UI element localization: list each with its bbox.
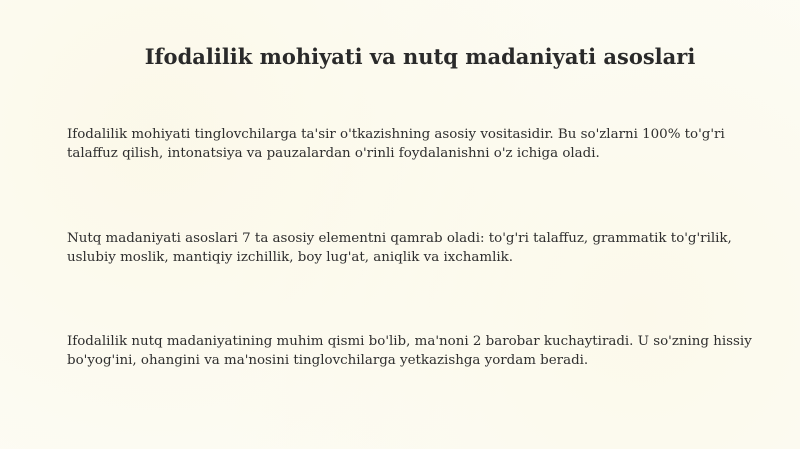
paragraph-culture-basics: Nutq madaniyati asoslari 7 ta asosiy elementni qamrab oladi: to'g'ri talaffuz, grammatik to'g'rilik, uslubiy moslik, mantiqiy izchillik, boy lug'at, aniqlik va ixchamlik. [67, 231, 732, 265]
paragraph-essence: Ifodalilik mohiyati tinglovchilarga ta'sir o'tkazishning asosiy vositasidir. Bu so'zlarni 100% to'g'ri talaffuz qilish, intonatsiya va pauzalardan o'rinli foydalanishni o'z ichiga oladi. [67, 127, 725, 161]
paragraph-importance: Ifodalilik nutq madaniyatining muhim qismi bo'lib, ma'noni 2 barobar kuchaytiradi. U so'zning hissiy bo'yog'ini, ohangini va ma'nosini tinglovchilarga yetkazishga yordam beradi. [67, 334, 752, 368]
slide-title: Ifodalilik mohiyati va nutq madaniyati asoslari [144, 44, 696, 70]
